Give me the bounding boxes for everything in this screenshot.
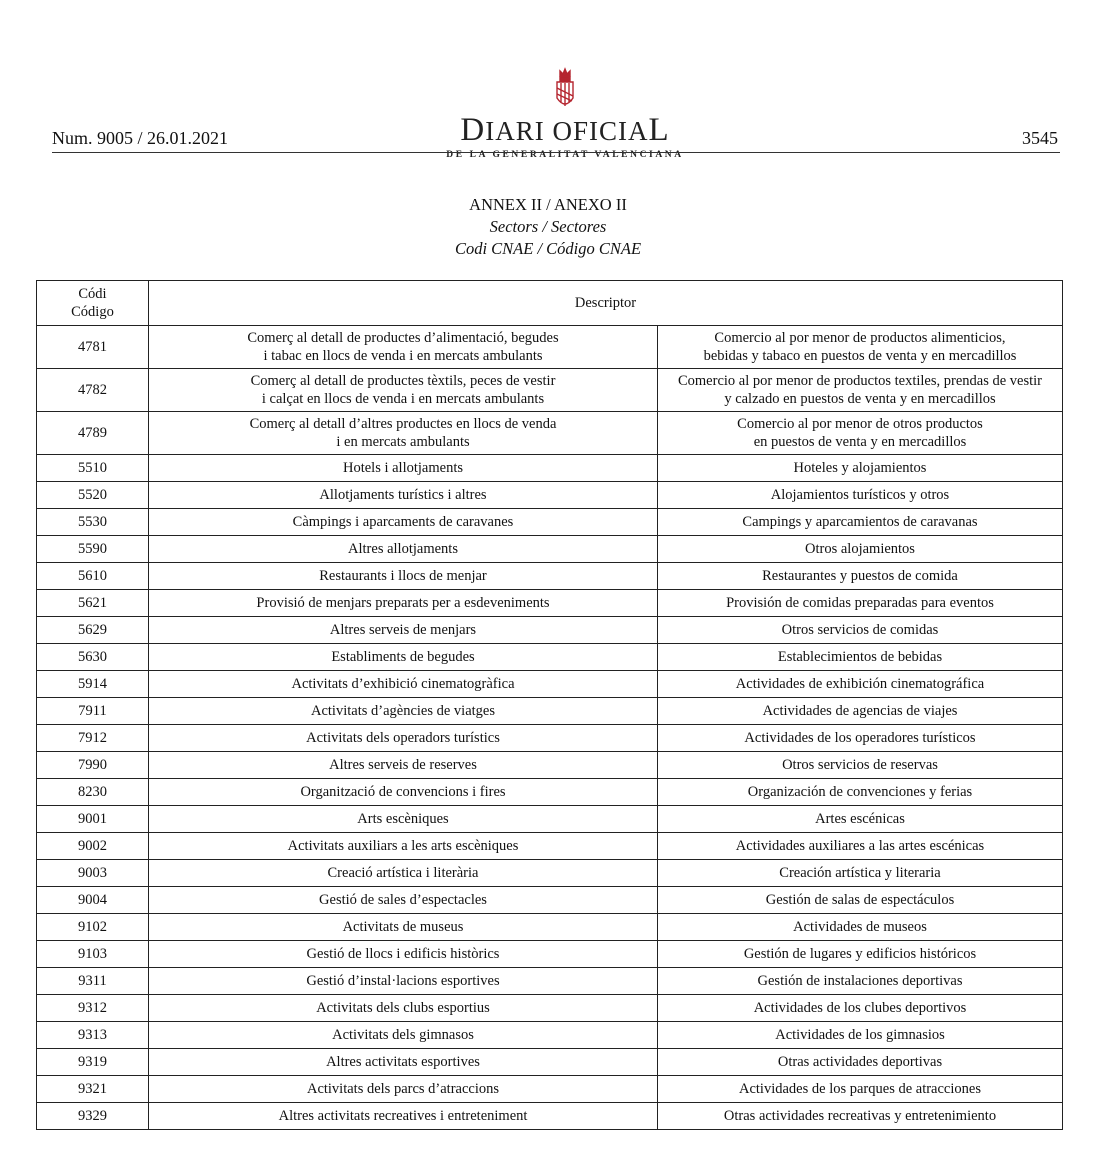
descriptor-line: bebidas y tabaco en puestos de venta y en mercadillos xyxy=(703,348,1017,364)
descriptor-line: Establecimientos de bebidas xyxy=(777,649,943,665)
descriptor-line: Campings y aparcamientos de caravanas xyxy=(742,514,978,530)
table-row xyxy=(37,455,1063,482)
column-header-code: Códi Código xyxy=(37,281,149,326)
cnae-code-cell: 5610 xyxy=(37,563,149,590)
descriptor-line: Creación artística y literaria xyxy=(779,865,941,881)
descriptor-spanish-cell xyxy=(658,617,1063,644)
annex-heading xyxy=(0,194,1096,260)
descriptor-line: Activitats de museus xyxy=(342,919,464,935)
descriptor-line: Altres allotjaments xyxy=(348,541,458,557)
descriptor-valencian-cell xyxy=(149,563,658,590)
cnae-code-cell: 5621 xyxy=(37,590,149,617)
cnae-code-cell: 9311 xyxy=(37,968,149,995)
descriptor-spanish-cell xyxy=(658,914,1063,941)
descriptor-valencian-cell xyxy=(149,968,658,995)
table-row xyxy=(37,482,1063,509)
cnae-code-cell: 9001 xyxy=(37,806,149,833)
descriptor-line: Otros servicios de comidas xyxy=(781,622,939,638)
table-row xyxy=(37,326,1063,369)
descriptor-spanish-cell xyxy=(658,698,1063,725)
descriptor-line: Comercio al por menor de otros productos xyxy=(737,416,983,432)
cnae-code-cell: 9004 xyxy=(37,887,149,914)
descriptor-line: Hotels i allotjaments xyxy=(342,460,463,476)
descriptor-spanish-cell xyxy=(658,752,1063,779)
cnae-code-cell: 8230 xyxy=(37,779,149,806)
descriptor-line: Activitats dels parcs d’atraccions xyxy=(306,1081,500,1097)
descriptor-line: Establiments de begudes xyxy=(331,649,475,665)
descriptor-valencian-cell xyxy=(149,1076,658,1103)
descriptor-valencian-cell xyxy=(149,752,658,779)
table-row xyxy=(37,617,1063,644)
descriptor-spanish-cell xyxy=(658,326,1063,369)
descriptor-line: Provisión de comidas preparadas para eventos xyxy=(726,595,994,611)
descriptor-line: Gestió d’instal·lacions esportives xyxy=(306,973,500,989)
descriptor-line: Activitats d’agències de viatges xyxy=(310,703,495,719)
cnae-code-cell: 9321 xyxy=(37,1076,149,1103)
descriptor-line: Comerç al detall de productes tèxtils, peces de vestir xyxy=(250,373,556,389)
annex-title: ANNEX II / ANEXO II xyxy=(469,195,627,214)
issue-number-date: Num. 9005 / 26.01.2021 xyxy=(52,128,229,148)
header-divider xyxy=(52,152,1060,153)
cnae-code-cell: 7912 xyxy=(37,725,149,752)
descriptor-valencian-cell xyxy=(149,1103,658,1130)
descriptor-spanish-cell xyxy=(658,536,1063,563)
cnae-code-cell: 4789 xyxy=(37,412,149,455)
descriptor-line: Provisió de menjars preparats per a esdeveniments xyxy=(256,595,550,611)
descriptor-line: i tabac en llocs de venda i en mercats ambulants xyxy=(263,348,543,364)
descriptor-line: i calçat en llocs de venda i en mercats ambulants xyxy=(261,391,545,407)
descriptor-line: Activitats dels clubs esportius xyxy=(316,1000,490,1016)
cnae-code-cell: 5629 xyxy=(37,617,149,644)
descriptor-valencian-cell xyxy=(149,644,658,671)
descriptor-spanish-cell xyxy=(658,1076,1063,1103)
descriptor-line: Comerç al detall de productes d’alimentació, begudes xyxy=(247,330,559,346)
table-row xyxy=(37,698,1063,725)
descriptor-line: Organización de convenciones y ferias xyxy=(747,784,973,800)
descriptor-line: Allotjaments turístics i altres xyxy=(319,487,487,503)
masthead-title: DIARI OFICIAL xyxy=(460,112,670,148)
descriptor-valencian-cell xyxy=(149,412,658,455)
descriptor-line: Gestión de lugares y edificios históricos xyxy=(743,946,977,962)
table-row xyxy=(37,779,1063,806)
descriptor-spanish-cell xyxy=(658,941,1063,968)
descriptor-line: Actividades de agencias de viajes xyxy=(762,703,958,719)
descriptor-spanish-cell xyxy=(658,833,1063,860)
table-row xyxy=(37,369,1063,412)
cnae-code-cell: 5914 xyxy=(37,671,149,698)
descriptor-line: Altres activitats recreatives i entreteniment xyxy=(278,1108,528,1124)
cnae-code-cell: 5590 xyxy=(37,536,149,563)
descriptor-line: Comercio al por menor de productos alimenticios, xyxy=(714,330,1006,346)
descriptor-spanish-cell xyxy=(658,671,1063,698)
table-row xyxy=(37,671,1063,698)
descriptor-valencian-cell xyxy=(149,860,658,887)
table-body xyxy=(37,326,1063,1130)
table-row xyxy=(37,914,1063,941)
descriptor-valencian-cell xyxy=(149,779,658,806)
cnae-code-cell: 9102 xyxy=(37,914,149,941)
descriptor-line: Càmpings i aparcaments de caravanes xyxy=(292,514,514,530)
page-number: 3545 xyxy=(1022,128,1058,148)
cnae-code-cell: 5520 xyxy=(37,482,149,509)
table-row xyxy=(37,1049,1063,1076)
descriptor-valencian-cell xyxy=(149,590,658,617)
cnae-code-cell: 9313 xyxy=(37,1022,149,1049)
descriptor-valencian-cell xyxy=(149,941,658,968)
table-row xyxy=(37,941,1063,968)
descriptor-spanish-cell xyxy=(658,995,1063,1022)
descriptor-line: Actividades de los gimnasios xyxy=(775,1027,945,1043)
table-row xyxy=(37,1103,1063,1130)
table-row xyxy=(37,509,1063,536)
descriptor-line: i en mercats ambulants xyxy=(336,434,470,450)
descriptor-spanish-cell xyxy=(658,779,1063,806)
descriptor-valencian-cell xyxy=(149,887,658,914)
descriptor-line: Organització de convencions i fires xyxy=(300,784,506,800)
descriptor-valencian-cell xyxy=(149,617,658,644)
descriptor-line: Altres activitats esportives xyxy=(326,1054,480,1070)
cnae-code-cell: 4782 xyxy=(37,369,149,412)
descriptor-line: Creació artística i literària xyxy=(327,865,479,881)
table-row xyxy=(37,968,1063,995)
descriptor-line: Otros alojamientos xyxy=(805,541,915,557)
descriptor-line: Activitats dels operadors turístics xyxy=(306,730,500,746)
descriptor-line: Activitats d’exhibició cinematogràfica xyxy=(291,676,515,692)
descriptor-spanish-cell xyxy=(658,806,1063,833)
descriptor-spanish-cell xyxy=(658,482,1063,509)
sectors-table xyxy=(36,280,1063,1130)
descriptor-spanish-cell xyxy=(658,860,1063,887)
descriptor-valencian-cell xyxy=(149,995,658,1022)
descriptor-line: Actividades de museos xyxy=(793,919,927,935)
descriptor-line: Otras actividades deportivas xyxy=(777,1054,943,1070)
table-row xyxy=(37,644,1063,671)
descriptor-line: Gestión de instalaciones deportivas xyxy=(757,973,963,989)
descriptor-valencian-cell xyxy=(149,806,658,833)
descriptor-valencian-cell xyxy=(149,698,658,725)
descriptor-line: Actividades de los operadores turísticos xyxy=(744,730,976,746)
cnae-code-cell: 4781 xyxy=(37,326,149,369)
cnae-code-cell: 5630 xyxy=(37,644,149,671)
table-row xyxy=(37,752,1063,779)
descriptor-line: Actividades auxiliares a las artes escénicas xyxy=(735,838,985,854)
masthead-subtitle: DE LA GENERALITAT VALENCIANA xyxy=(446,150,684,160)
cnae-code-cell: 7911 xyxy=(37,698,149,725)
descriptor-spanish-cell xyxy=(658,968,1063,995)
descriptor-line: Arts escèniques xyxy=(357,811,449,827)
descriptor-line: Hoteles y alojamientos xyxy=(793,460,927,476)
descriptor-spanish-cell xyxy=(658,455,1063,482)
descriptor-valencian-cell xyxy=(149,326,658,369)
descriptor-line: Altres serveis de reserves xyxy=(329,757,477,773)
descriptor-line: Actividades de los clubes deportivos xyxy=(753,1000,967,1016)
descriptor-line: Activitats dels gimnasos xyxy=(332,1027,474,1043)
descriptor-valencian-cell xyxy=(149,833,658,860)
descriptor-spanish-cell xyxy=(658,887,1063,914)
descriptor-valencian-cell xyxy=(149,536,658,563)
descriptor-line: y calzado en puestos de venta y en mercadillos xyxy=(724,391,996,407)
cnae-code-cell: 5530 xyxy=(37,509,149,536)
descriptor-line: Otras actividades recreativas y entretenimiento xyxy=(723,1108,997,1124)
table-row xyxy=(37,590,1063,617)
descriptor-valencian-cell xyxy=(149,482,658,509)
table-row xyxy=(37,806,1063,833)
descriptor-valencian-cell xyxy=(149,509,658,536)
descriptor-line: Comerç al detall d’altres productes en llocs de venda xyxy=(249,416,557,432)
descriptor-spanish-cell xyxy=(658,590,1063,617)
descriptor-valencian-cell xyxy=(149,1049,658,1076)
descriptor-valencian-cell xyxy=(149,725,658,752)
descriptor-spanish-cell xyxy=(658,1022,1063,1049)
descriptor-line: Altres serveis de menjars xyxy=(329,622,477,638)
cnae-code-cell: 7990 xyxy=(37,752,149,779)
generalitat-crest-icon xyxy=(552,66,578,112)
descriptor-line: Restaurants i llocs de menjar xyxy=(319,568,487,584)
descriptor-line: Alojamientos turísticos y otros xyxy=(770,487,950,503)
table-row xyxy=(37,563,1063,590)
annex-subtitle-sectors: Sectors / Sectores xyxy=(489,217,607,236)
descriptor-spanish-cell xyxy=(658,369,1063,412)
cnae-code-cell: 9329 xyxy=(37,1103,149,1130)
table-row xyxy=(37,1022,1063,1049)
annex-subtitle-cnae: Codi CNAE / Código CNAE xyxy=(454,239,642,258)
cnae-code-cell: 9003 xyxy=(37,860,149,887)
cnae-code-cell: 5510 xyxy=(37,455,149,482)
descriptor-line: Actividades de exhibición cinematográfica xyxy=(735,676,985,692)
table-row xyxy=(37,833,1063,860)
descriptor-spanish-cell xyxy=(658,563,1063,590)
descriptor-line: Comercio al por menor de productos textiles, prendas de vestir xyxy=(677,373,1042,389)
cnae-code-cell: 9103 xyxy=(37,941,149,968)
descriptor-valencian-cell xyxy=(149,671,658,698)
table-row xyxy=(37,1076,1063,1103)
table-row xyxy=(37,887,1063,914)
descriptor-spanish-cell xyxy=(658,1049,1063,1076)
descriptor-spanish-cell xyxy=(658,412,1063,455)
descriptor-line: Otros servicios de reservas xyxy=(782,757,938,773)
descriptor-line: Restaurantes y puestos de comida xyxy=(762,568,958,584)
descriptor-spanish-cell xyxy=(658,1103,1063,1130)
descriptor-spanish-cell xyxy=(658,509,1063,536)
table-row xyxy=(37,860,1063,887)
cnae-code-cell: 9002 xyxy=(37,833,149,860)
descriptor-line: Activitats auxiliars a les arts escèniques xyxy=(287,838,519,854)
descriptor-line: Gestión de salas de espectáculos xyxy=(765,892,955,908)
descriptor-valencian-cell xyxy=(149,369,658,412)
table-row xyxy=(37,536,1063,563)
descriptor-spanish-cell xyxy=(658,725,1063,752)
cnae-code-cell: 9319 xyxy=(37,1049,149,1076)
descriptor-valencian-cell xyxy=(149,1022,658,1049)
table-row xyxy=(37,725,1063,752)
descriptor-line: Artes escénicas xyxy=(815,811,905,827)
descriptor-line: Actividades de los parques de atracciones xyxy=(739,1081,981,1097)
cnae-code-cell: 9312 xyxy=(37,995,149,1022)
masthead xyxy=(430,66,700,160)
descriptor-line: Gestió de sales d’espectacles xyxy=(319,892,487,908)
descriptor-spanish-cell xyxy=(658,644,1063,671)
descriptor-line: Gestió de llocs i edificis històrics xyxy=(306,946,500,962)
table-header-row xyxy=(37,281,1063,326)
descriptor-valencian-cell xyxy=(149,455,658,482)
table-row xyxy=(37,412,1063,455)
descriptor-line: en puestos de venta y en mercadillos xyxy=(753,434,967,450)
table-row xyxy=(37,995,1063,1022)
descriptor-valencian-cell xyxy=(149,914,658,941)
column-header-descriptor: Descriptor xyxy=(149,281,1063,326)
